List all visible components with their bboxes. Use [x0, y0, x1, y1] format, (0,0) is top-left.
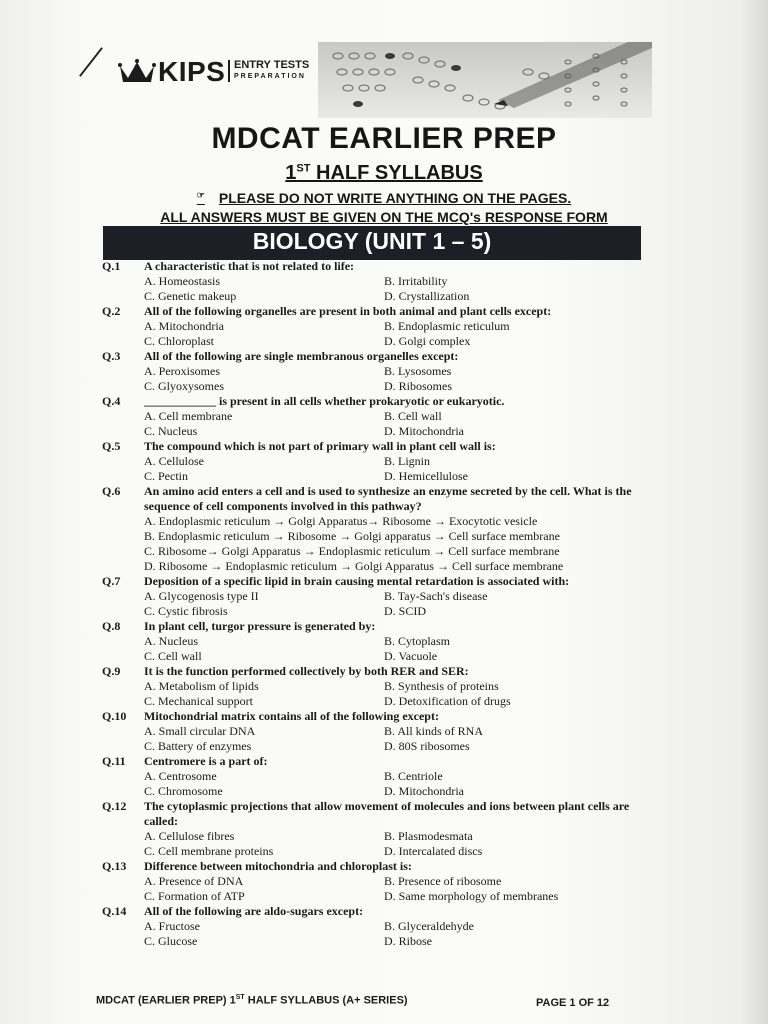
option-b: B. All kinds of RNA — [384, 724, 484, 738]
question-text: Difference between mitochondria and chloroplast is: — [144, 859, 412, 873]
question-number: Q.6 — [102, 484, 121, 498]
question-text: Centromere is a part of: — [144, 754, 268, 768]
option-a: A. Presence of DNA — [144, 874, 244, 888]
question-text: All of the following are single membranous organelles except: — [144, 349, 459, 363]
option-b: B. Irritability — [384, 274, 448, 288]
question-item — [102, 619, 642, 664]
option-a: A. Small circular DNA — [144, 724, 256, 738]
option-a: A. Fructose — [144, 919, 200, 933]
option-b: B. Endoplasmic reticulum — [384, 319, 510, 333]
option-b: B. Tay-Sach's disease — [384, 589, 488, 603]
instruction-note-1 — [0, 190, 768, 206]
question-text: The compound which is not part of primary wall in plant cell wall is: — [144, 439, 496, 453]
question-text: An amino acid enters a cell and is used to synthesize an enzyme secreted by the cell. What is the sequence of cell components involved in this pathway? — [144, 484, 632, 513]
option-d: D. Crystallization — [384, 289, 470, 303]
question-number: Q.12 — [102, 799, 127, 813]
option-a: A. Peroxisomes — [144, 364, 220, 378]
option-b: B. Lignin — [384, 454, 431, 468]
option-a: A. Centrosome — [144, 769, 217, 783]
question-item — [102, 439, 642, 484]
option-a: A. Homeostasis — [144, 274, 220, 288]
option-b: B. Endoplasmic reticulum → Ribosome → Golgi apparatus → Cell surface membrane — [144, 529, 560, 543]
brand-tagline-line2: PREPARATION — [234, 73, 306, 80]
question-list — [102, 259, 642, 949]
option-d: D. Mitochondria — [384, 784, 464, 798]
option-b: B. Presence of ribosome — [384, 874, 502, 888]
option-d: D. Ribosome → Endoplasmic reticulum → Golgi Apparatus → Cell surface membrane — [144, 559, 564, 573]
option-c: C. Nucleus — [144, 424, 198, 438]
question-number: Q.4 — [102, 394, 121, 408]
option-d: D. Detoxification of drugs — [384, 694, 511, 708]
option-c: C. Chloroplast — [144, 334, 215, 348]
option-c: C. Glyoxysomes — [144, 379, 225, 393]
option-b: B. Cell wall — [384, 409, 442, 423]
question-number: Q.8 — [102, 619, 121, 633]
footer-ordinal-suffix: ST — [235, 994, 245, 1001]
question-item — [102, 304, 642, 349]
option-c: C. Ribosome→ Golgi Apparatus → Endoplasmic reticulum → Cell surface membrane — [144, 544, 560, 558]
option-d: D. SCID — [384, 604, 427, 618]
footer-label-text: MDCAT (EARLIER PREP) 1 — [96, 994, 236, 1007]
document-subtitle — [0, 162, 768, 185]
option-a: A. Cell membrane — [144, 409, 233, 423]
option-c: C. Cell wall — [144, 649, 202, 663]
option-d: D. Hemicellulose — [384, 469, 468, 483]
question-item — [102, 664, 642, 709]
option-d: D. Same morphology of membranes — [384, 889, 559, 903]
answer-sheet-photo — [318, 42, 652, 118]
question-text: All of the following are aldo-sugars except: — [144, 904, 364, 918]
option-d: D. Ribosomes — [384, 379, 453, 393]
option-a: A. Endoplasmic reticulum → Golgi Apparatus→ Ribosome → Exocytotic vesicle — [144, 514, 538, 528]
option-a: A. Cellulose — [144, 454, 204, 468]
question-number: Q.7 — [102, 574, 121, 588]
subtitle-text: HALF SYLLABUS — [310, 162, 483, 184]
question-number: Q.5 — [102, 439, 121, 453]
question-number: Q.2 — [102, 304, 121, 318]
option-d: D. Mitochondria — [384, 424, 464, 438]
question-number: Q.13 — [102, 859, 127, 873]
option-c: C. Genetic makeup — [144, 289, 237, 303]
option-b: B. Plasmodesmata — [384, 829, 473, 843]
option-c: C. Pectin — [144, 469, 188, 483]
question-number: Q.9 — [102, 664, 121, 678]
question-text: In plant cell, turgor pressure is generated by: — [144, 619, 376, 633]
instruction-note-1-text: PLEASE DO NOT WRITE ANYTHING ON THE PAGES. — [218, 190, 572, 206]
question-number: Q.10 — [102, 709, 127, 723]
question-text: Mitochondrial matrix contains all of the following except: — [144, 709, 439, 723]
option-d: D. Intercalated discs — [384, 844, 483, 858]
option-c: C. Mechanical support — [144, 694, 253, 708]
option-c: C. Chromosome — [144, 784, 223, 798]
option-c: C. Cystic fibrosis — [144, 604, 228, 618]
question-text: The cytoplasmic projections that allow movement of molecules and ions between plant cells are called: — [144, 799, 630, 828]
question-item — [102, 484, 642, 574]
question-text: It is the function performed collectively by both RER and SER: — [144, 664, 469, 678]
pen-stroke-decoration — [79, 47, 103, 77]
question-text: ____________ is present in all cells whether prokaryotic or eukaryotic. — [144, 394, 505, 408]
question-item — [102, 859, 642, 904]
option-d: D. Ribose — [384, 934, 432, 948]
brand-tagline — [228, 60, 309, 82]
question-item — [102, 904, 642, 949]
page-number: PAGE 1 OF 12 — [536, 997, 610, 1009]
option-b: B. Cytoplasm — [384, 634, 451, 648]
option-a: A. Cellulose fibres — [144, 829, 235, 843]
question-item — [102, 709, 642, 754]
question-item — [102, 799, 642, 859]
option-c: C. Glucose — [144, 934, 198, 948]
footer-series-label — [96, 994, 408, 1007]
option-d: D. 80S ribosomes — [384, 739, 470, 753]
option-b: B. Synthesis of proteins — [384, 679, 499, 693]
option-c: C. Cell membrane proteins — [144, 844, 274, 858]
crown-logo-icon — [118, 58, 156, 84]
question-item — [102, 259, 642, 304]
brand-logo-text: KIPS — [158, 56, 226, 87]
question-item — [102, 574, 642, 619]
footer-label-rest: HALF SYLLABUS (A+ SERIES) — [244, 994, 408, 1007]
subtitle-ordinal-suffix: ST — [296, 162, 311, 175]
section-title: BIOLOGY (UNIT 1 – 5) — [252, 228, 492, 254]
option-a: A. Mitochondria — [144, 319, 224, 333]
option-b: B. Lysosomes — [384, 364, 452, 378]
option-c: C. Formation of ATP — [144, 889, 245, 903]
brand-tagline-line1: ENTRY TESTS — [234, 59, 310, 71]
option-b: B. Centriole — [384, 769, 443, 783]
option-c: C. Battery of enzymes — [144, 739, 252, 753]
question-text: A characteristic that is not related to life: — [144, 259, 355, 273]
subtitle-ordinal: 1 — [285, 162, 297, 184]
question-number: Q.14 — [102, 904, 127, 918]
question-item — [102, 349, 642, 394]
question-item — [102, 394, 642, 439]
question-number: Q.1 — [102, 259, 121, 273]
option-a: A. Nucleus — [144, 634, 198, 648]
document-title: MDCAT EARLIER PREP — [211, 122, 557, 155]
question-item — [102, 754, 642, 799]
option-b: B. Glyceraldehyde — [384, 919, 474, 933]
option-a: A. Glycogenosis type II — [144, 589, 259, 603]
option-a: A. Metabolism of lipids — [144, 679, 259, 693]
option-d: D. Vacuole — [384, 649, 438, 663]
question-number: Q.3 — [102, 349, 121, 363]
option-d: D. Golgi complex — [384, 334, 471, 348]
pointing-hand-icon: ☞ — [196, 190, 205, 200]
instruction-note-2: ALL ANSWERS MUST BE GIVEN ON THE MCQ's RESPONSE FORM — [160, 209, 608, 225]
question-text: Deposition of a specific lipid in brain causing mental retardation is associated with: — [144, 574, 570, 588]
section-banner — [103, 226, 641, 260]
question-number: Q.11 — [102, 754, 126, 768]
question-text: All of the following organelles are present in both animal and plant cells except: — [144, 304, 552, 318]
